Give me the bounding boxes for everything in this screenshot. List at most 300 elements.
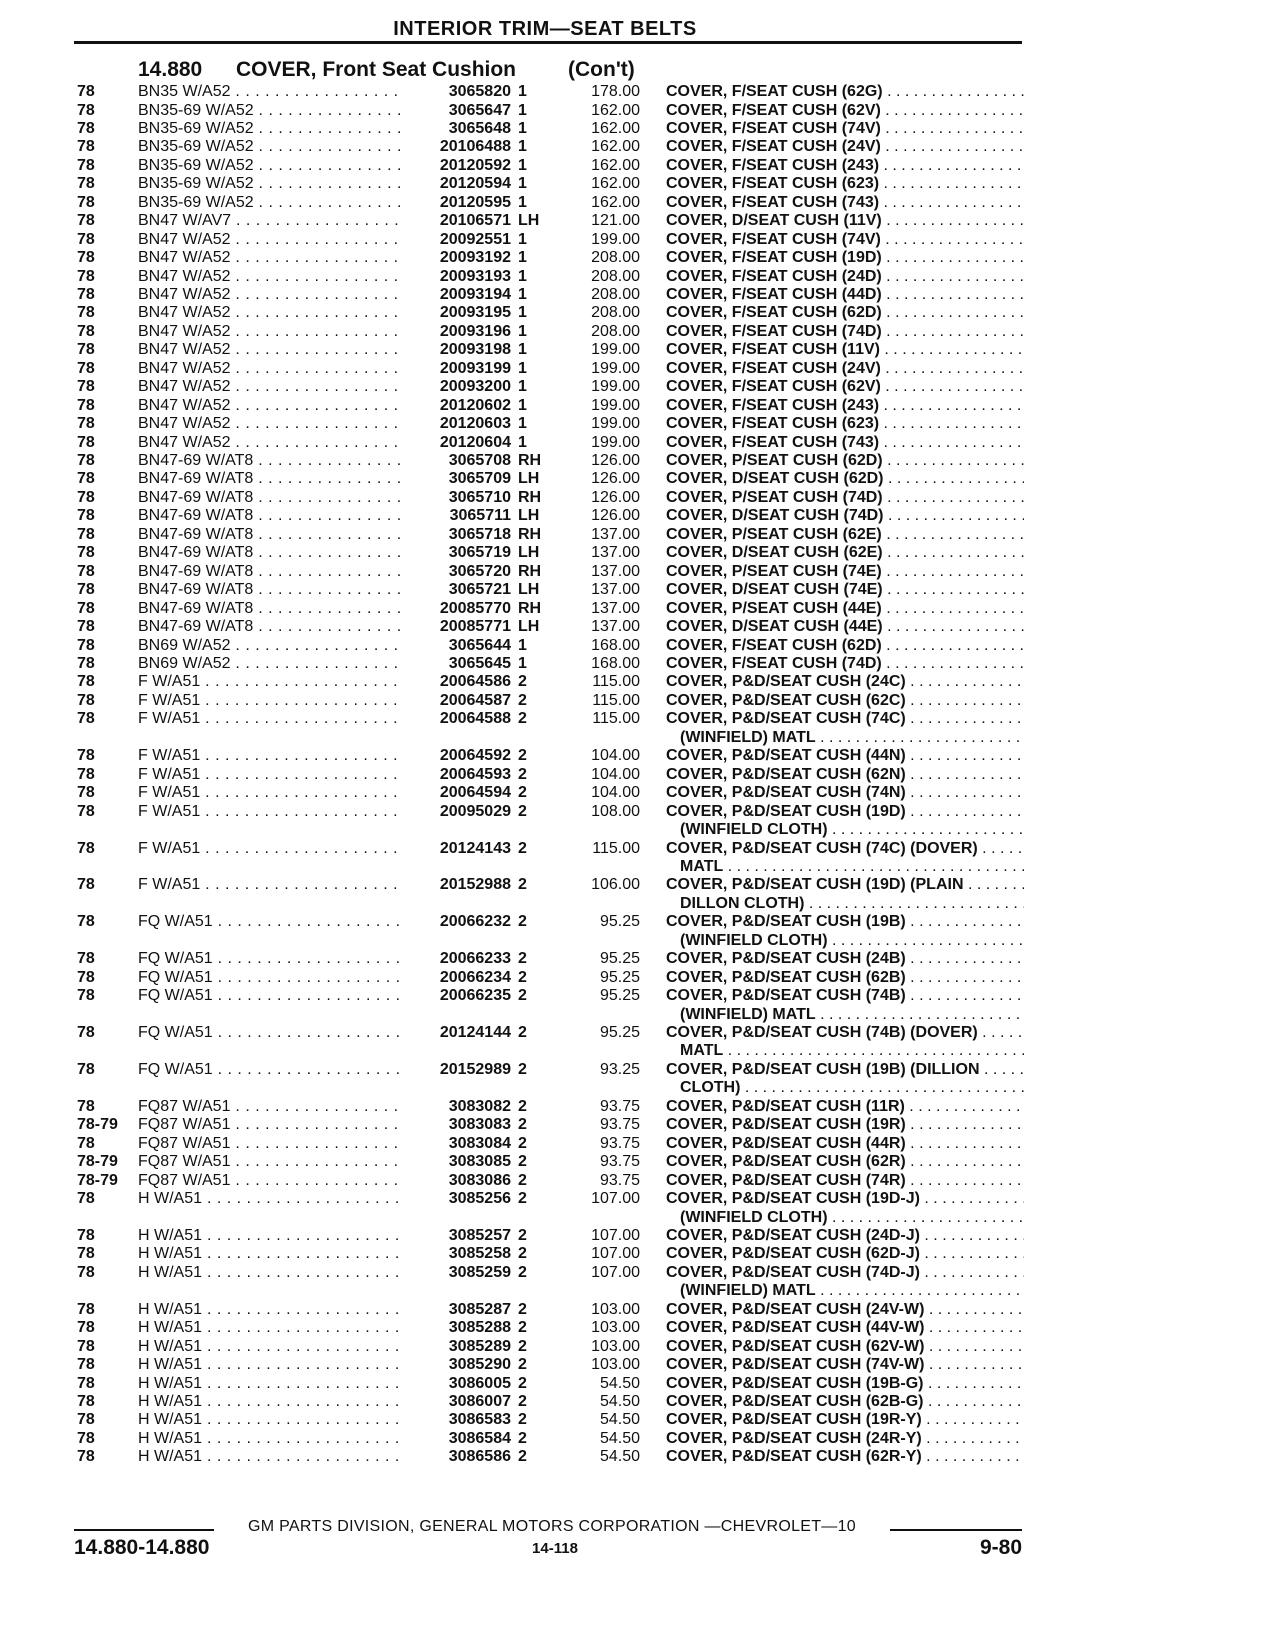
price-cell: 106.00 — [591, 876, 640, 894]
price-cell: 95.25 — [599, 987, 640, 1005]
description-continuation: (WINFIELD CLOTH) . . . — [680, 932, 1024, 951]
table-row — [0, 1135, 1280, 1154]
price-cell: 104.00 — [591, 747, 640, 765]
year-cell: 78 — [77, 267, 95, 285]
description-cell: COVER, P&D/SEAT CUSH (74V-W) . . . — [666, 1356, 1024, 1375]
price-cell: 115.00 — [592, 691, 640, 709]
quantity-cell: 2 — [518, 1319, 527, 1337]
quantity-cell: 2 — [518, 710, 527, 728]
quantity-cell: 2 — [518, 839, 527, 857]
description-continuation: (WINFIELD) MATL . . . — [680, 1282, 1024, 1301]
year-cell: 78 — [77, 1190, 95, 1207]
quantity-cell: 2 — [518, 1448, 527, 1466]
part-number-cell: 20066235 — [404, 987, 511, 1006]
quantity-cell: 2 — [518, 1116, 527, 1134]
year-cell: 78 — [77, 1060, 95, 1078]
model-cell: BN69 W/A52 . . . — [138, 655, 403, 674]
quantity-cell: 2 — [518, 1411, 527, 1429]
model-cell: BN47 W/A52 . . . — [138, 231, 403, 250]
year-cell: 78 — [77, 470, 95, 488]
price-cell: 199.00 — [591, 359, 640, 377]
model-cell: BN47-69 W/AT8 . . . — [138, 544, 403, 563]
price-cell: 54.50 — [599, 1411, 640, 1429]
part-number-cell: 20120594 — [404, 175, 511, 194]
part-number-cell: 20066234 — [404, 969, 511, 988]
year-cell: 78 — [77, 359, 95, 377]
quantity-cell: 1 — [518, 230, 527, 248]
table-row — [0, 1375, 1280, 1394]
table-row — [0, 268, 1280, 287]
quantity-cell: 2 — [518, 673, 527, 691]
price-cell: 108.00 — [591, 802, 640, 820]
quantity-cell: LH — [518, 470, 540, 488]
year-cell: 78 — [77, 525, 95, 543]
year-cell: 78 — [77, 488, 95, 506]
quantity-cell: 1 — [518, 119, 527, 137]
year-cell: 78 — [77, 341, 95, 359]
year-cell: 78 — [77, 747, 95, 765]
table-row — [0, 120, 1280, 139]
quantity-cell: RH — [518, 452, 542, 469]
price-cell: 95.25 — [599, 1024, 640, 1041]
footer-range: 14.880-14.880 — [74, 1536, 210, 1559]
part-number-cell: 20085770 — [404, 600, 511, 619]
table-row — [0, 655, 1280, 674]
price-cell: 208.00 — [591, 267, 640, 285]
year-cell: 78 — [77, 710, 95, 728]
model-cell: F W/A51 . . . — [138, 876, 403, 895]
description-cell: COVER, P&D/SEAT CUSH (62B-G) . . . — [666, 1393, 1024, 1412]
price-cell: 199.00 — [591, 230, 640, 248]
description-cell: COVER, F/SEAT CUSH (62D) . . . — [666, 304, 1024, 323]
part-number-cell: 3085258 — [404, 1245, 511, 1264]
model-cell: BN35-69 W/A52 . . . — [138, 138, 403, 157]
year-cell: 78 — [77, 175, 95, 193]
table-row — [0, 876, 1280, 895]
table-row — [0, 637, 1280, 656]
year-cell: 78 — [77, 119, 95, 137]
quantity-cell: 1 — [518, 285, 527, 303]
part-number-cell: 20120604 — [404, 434, 511, 453]
part-number-cell: 3085290 — [404, 1356, 511, 1375]
table-row — [0, 323, 1280, 342]
quantity-cell: 1 — [518, 304, 527, 322]
price-cell: 126.00 — [591, 488, 640, 506]
quantity-cell: 2 — [518, 1337, 527, 1355]
year-cell: 78 — [77, 673, 95, 691]
description-cell: COVER, P&D/SEAT CUSH (62D-J) . . . — [666, 1245, 1024, 1264]
model-cell: F W/A51 . . . — [138, 747, 403, 766]
description-cell: COVER, D/SEAT CUSH (11V) . . . — [666, 212, 1024, 231]
table-row — [0, 692, 1280, 711]
model-cell: BN47 W/A52 . . . — [138, 286, 403, 305]
price-cell: 93.75 — [599, 1097, 640, 1115]
price-cell: 162.00 — [591, 175, 640, 193]
quantity-cell: 2 — [518, 968, 527, 986]
price-cell: 93.75 — [599, 1116, 640, 1134]
part-number-cell: 20066232 — [404, 913, 511, 932]
year-cell: 78 — [77, 1300, 95, 1318]
table-row — [0, 913, 1280, 932]
description-cell: COVER, P&D/SEAT CUSH (74B) . . . — [666, 987, 1024, 1006]
description-cell: COVER, P&D/SEAT CUSH (74C) . . . — [666, 710, 1024, 729]
part-number-cell: 20095029 — [404, 803, 511, 822]
quantity-cell: 2 — [518, 1190, 527, 1207]
quantity-cell: 2 — [518, 1393, 527, 1410]
table-row — [0, 1024, 1280, 1043]
model-cell: BN47 W/A52 . . . — [138, 360, 403, 379]
description-cell: COVER, P&D/SEAT CUSH (24D-J) . . . — [666, 1227, 1024, 1246]
year-cell: 78 — [77, 1356, 95, 1374]
year-cell: 78 — [77, 618, 95, 636]
model-cell: H W/A51 . . . — [138, 1393, 403, 1412]
year-cell: 78 — [77, 249, 95, 266]
quantity-cell: 2 — [518, 1060, 527, 1078]
quantity-cell: 2 — [518, 1024, 527, 1041]
price-cell: 54.50 — [599, 1374, 640, 1392]
description-cell: COVER, P&D/SEAT CUSH (62R) . . . — [666, 1153, 1024, 1172]
quantity-cell: 1 — [518, 322, 527, 340]
year-cell: 78 — [77, 581, 95, 599]
model-cell: BN69 W/A52 . . . — [138, 637, 403, 656]
price-cell: 168.00 — [591, 655, 640, 672]
model-cell: H W/A51 . . . — [138, 1227, 403, 1246]
year-cell: 78 — [77, 784, 95, 802]
description-cell: COVER, P&D/SEAT CUSH (44R) . . . — [666, 1135, 1024, 1154]
quantity-cell: 2 — [518, 1374, 527, 1392]
price-cell: 208.00 — [591, 285, 640, 303]
table-row — [0, 1356, 1280, 1375]
table-row — [0, 175, 1280, 194]
description-continuation: (WINFIELD CLOTH) . . . — [680, 1209, 1024, 1228]
year-cell: 78 — [77, 636, 95, 654]
price-cell: 126.00 — [591, 507, 640, 525]
model-cell: FQ87 W/A51 . . . — [138, 1098, 403, 1117]
model-cell: BN47 W/A52 . . . — [138, 304, 403, 323]
year-cell: 78 — [77, 599, 95, 617]
part-number-cell: 20120603 — [404, 415, 511, 434]
year-cell: 78 — [77, 765, 95, 783]
table-row — [0, 397, 1280, 416]
table-row — [0, 507, 1280, 526]
quantity-cell: 1 — [518, 267, 527, 285]
price-cell: 103.00 — [591, 1300, 640, 1318]
model-cell: FQ87 W/A51 . . . — [138, 1135, 403, 1154]
part-number-cell: 3085257 — [404, 1227, 511, 1246]
part-number-cell: 3065710 — [404, 489, 511, 508]
description-cell: COVER, P&D/SEAT CUSH (19B-G) . . . — [666, 1375, 1024, 1394]
year-cell: 78 — [77, 1319, 95, 1337]
model-cell: FQ W/A51 . . . — [138, 987, 403, 1006]
table-row — [0, 341, 1280, 360]
part-number-cell: 3085259 — [404, 1264, 511, 1283]
year-cell: 78 — [77, 193, 95, 211]
quantity-cell: RH — [518, 562, 542, 580]
year-cell: 78 — [77, 1024, 95, 1041]
quantity-cell: 2 — [518, 1226, 527, 1244]
table-row — [0, 1190, 1280, 1209]
table-row — [0, 526, 1280, 545]
description-cell: COVER, F/SEAT CUSH (74D) . . . — [666, 655, 1024, 674]
description-cell: COVER, P&D/SEAT CUSH (74D-J) . . . — [666, 1264, 1024, 1283]
part-number-cell: 20106488 — [404, 138, 511, 157]
model-cell: BN35-69 W/A52 . . . — [138, 120, 403, 139]
model-cell: H W/A51 . . . — [138, 1264, 403, 1283]
quantity-cell: 1 — [518, 636, 527, 654]
part-number-cell: 20093199 — [404, 360, 511, 379]
quantity-cell: 1 — [518, 175, 527, 193]
description-cell: COVER, F/SEAT CUSH (19D) . . . — [666, 249, 1024, 268]
part-number-cell: 20093196 — [404, 323, 511, 342]
table-row — [0, 600, 1280, 619]
table-row — [0, 1116, 1280, 1135]
table-row — [0, 544, 1280, 563]
part-number-cell: 20064593 — [404, 766, 511, 785]
price-cell: 199.00 — [591, 341, 640, 359]
year-cell: 78 — [77, 950, 95, 968]
year-cell: 78 — [77, 913, 95, 931]
part-number-cell: 3085287 — [404, 1301, 511, 1320]
description-cell: COVER, F/SEAT CUSH (62V) . . . — [666, 378, 1024, 397]
quantity-cell: 1 — [518, 341, 527, 359]
description-cell: COVER, P&D/SEAT CUSH (74N) . . . — [666, 784, 1024, 803]
model-cell: F W/A51 . . . — [138, 710, 403, 729]
description-cell: COVER, F/SEAT CUSH (74V) . . . — [666, 231, 1024, 250]
description-cell: COVER, D/SEAT CUSH (74D) . . . — [666, 507, 1024, 526]
description-cell: COVER, F/SEAT CUSH (24V) . . . — [666, 360, 1024, 379]
price-cell: 137.00 — [591, 581, 640, 599]
part-number-cell: 20093192 — [404, 249, 511, 268]
description-cell: COVER, P&D/SEAT CUSH (44N) . . . — [666, 747, 1024, 766]
quantity-cell: 1 — [518, 101, 527, 119]
part-number-cell: 3083086 — [404, 1172, 511, 1191]
description-cell: COVER, P&D/SEAT CUSH (19D-J) . . . — [666, 1190, 1024, 1209]
description-cell: COVER, P&D/SEAT CUSH (19B) . . . — [666, 913, 1024, 932]
part-number-cell: 3065719 — [404, 544, 511, 563]
price-cell: 208.00 — [591, 304, 640, 322]
table-row — [0, 378, 1280, 397]
price-cell: 103.00 — [591, 1319, 640, 1337]
part-number-cell: 3086583 — [404, 1411, 511, 1430]
year-cell: 78 — [77, 802, 95, 820]
price-cell: 178.00 — [591, 83, 640, 100]
description-cell: COVER, P&D/SEAT CUSH (62V-W) . . . — [666, 1338, 1024, 1357]
description-cell: COVER, F/SEAT CUSH (243) . . . — [666, 397, 1024, 416]
table-row — [0, 950, 1280, 969]
model-cell: FQ87 W/A51 . . . — [138, 1153, 403, 1172]
description-cell: COVER, P&D/SEAT CUSH (11R) . . . — [666, 1098, 1024, 1117]
year-cell: 78 — [77, 138, 95, 156]
table-row — [0, 840, 1280, 859]
quantity-cell: 2 — [518, 913, 527, 931]
quantity-cell: 2 — [518, 1263, 527, 1281]
description-cell: COVER, F/SEAT CUSH (24V) . . . — [666, 138, 1024, 157]
section-continued: (Con't) — [568, 58, 635, 81]
year-cell: 78-79 — [77, 1116, 118, 1134]
year-cell: 78 — [77, 839, 95, 857]
year-cell: 78 — [77, 83, 95, 100]
model-cell: BN47 W/AV7 . . . — [138, 212, 403, 231]
year-cell: 78 — [77, 987, 95, 1005]
description-cell: COVER, P/SEAT CUSH (74E) . . . — [666, 563, 1024, 582]
description-cell: COVER, P&D/SEAT CUSH (62R-Y) . . . — [666, 1448, 1024, 1467]
part-number-cell: 3065721 — [404, 581, 511, 600]
footer-date: 9-80 — [979, 1536, 1022, 1559]
model-cell: BN47 W/A52 . . . — [138, 268, 403, 287]
table-row — [0, 489, 1280, 508]
table-row — [0, 1245, 1280, 1264]
price-cell: 104.00 — [591, 784, 640, 802]
table-row — [0, 452, 1280, 471]
year-cell: 78 — [77, 1134, 95, 1152]
part-number-cell: 20120602 — [404, 397, 511, 416]
description-cell: COVER, P&D/SEAT CUSH (44V-W) . . . — [666, 1319, 1024, 1338]
part-number-cell: 3065820 — [404, 83, 511, 102]
price-cell: 168.00 — [591, 636, 640, 654]
price-cell: 162.00 — [591, 156, 640, 174]
part-number-cell: 20093193 — [404, 268, 511, 287]
quantity-cell: 2 — [518, 1356, 527, 1374]
price-cell: 107.00 — [591, 1245, 640, 1263]
price-cell: 199.00 — [591, 396, 640, 414]
part-number-cell: 3065711 — [404, 507, 511, 526]
part-number-cell: 20124143 — [404, 840, 511, 859]
table-row — [0, 286, 1280, 305]
description-cell: COVER, P&D/SEAT CUSH (19R-Y) . . . — [666, 1411, 1024, 1430]
price-cell: 208.00 — [591, 249, 640, 266]
quantity-cell: 2 — [518, 784, 527, 802]
table-row — [0, 1264, 1280, 1283]
model-cell: BN47-69 W/AT8 . . . — [138, 563, 403, 582]
part-number-cell: 20064587 — [404, 692, 511, 711]
year-cell: 78 — [77, 1245, 95, 1263]
description-cell: COVER, P&D/SEAT CUSH (19R) . . . — [666, 1116, 1024, 1135]
model-cell: F W/A51 . . . — [138, 766, 403, 785]
year-cell: 78 — [77, 655, 95, 672]
quantity-cell: RH — [518, 488, 542, 506]
part-number-cell: 3085288 — [404, 1319, 511, 1338]
description-cell: COVER, D/SEAT CUSH (44E) . . . — [666, 618, 1024, 637]
part-number-cell: 20120592 — [404, 157, 511, 176]
description-continuation: DILLON CLOTH) . . . — [680, 895, 1024, 914]
table-row — [0, 1430, 1280, 1449]
price-cell: 93.25 — [599, 1060, 640, 1078]
part-number-cell: 3065648 — [404, 120, 511, 139]
part-number-cell: 20093200 — [404, 378, 511, 397]
year-cell: 78 — [77, 876, 95, 894]
model-cell: BN47 W/A52 . . . — [138, 341, 403, 360]
price-cell: 199.00 — [591, 378, 640, 396]
table-row — [0, 231, 1280, 250]
price-cell: 162.00 — [591, 101, 640, 119]
part-number-cell: 3085256 — [404, 1190, 511, 1209]
model-cell: FQ W/A51 . . . — [138, 913, 403, 932]
description-continuation: CLOTH) . . . — [680, 1079, 1024, 1098]
quantity-cell: LH — [518, 544, 540, 562]
description-continuation: (WINFIELD CLOTH) . . . — [680, 821, 1024, 840]
part-number-cell: 20064588 — [404, 710, 511, 729]
table-row — [0, 1411, 1280, 1430]
description-cell: COVER, F/SEAT CUSH (74V) . . . — [666, 120, 1024, 139]
price-cell: 54.50 — [599, 1393, 640, 1410]
part-number-cell: 20064594 — [404, 784, 511, 803]
quantity-cell: 2 — [518, 765, 527, 783]
model-cell: BN47-69 W/AT8 . . . — [138, 452, 403, 471]
description-cell: COVER, F/SEAT CUSH (743) . . . — [666, 434, 1024, 453]
price-cell: 137.00 — [591, 599, 640, 617]
year-cell: 78 — [77, 562, 95, 580]
price-cell: 115.00 — [592, 839, 640, 857]
part-number-cell: 3065644 — [404, 637, 511, 656]
description-cell: COVER, F/SEAT CUSH (743) . . . — [666, 194, 1024, 213]
price-cell: 107.00 — [591, 1226, 640, 1244]
quantity-cell: 2 — [518, 691, 527, 709]
year-cell: 78 — [77, 1429, 95, 1447]
quantity-cell: 2 — [518, 747, 527, 765]
price-cell: 54.50 — [599, 1429, 640, 1447]
description-cell: COVER, F/SEAT CUSH (623) . . . — [666, 415, 1024, 434]
year-cell: 78 — [77, 378, 95, 396]
price-cell: 162.00 — [591, 138, 640, 156]
year-cell: 78 — [77, 396, 95, 414]
description-cell: COVER, P&D/SEAT CUSH (19D) . . . — [666, 803, 1024, 822]
model-cell: BN47-69 W/AT8 . . . — [138, 507, 403, 526]
year-cell: 78-79 — [77, 1171, 118, 1189]
year-cell: 78 — [77, 452, 95, 469]
year-cell: 78 — [77, 285, 95, 303]
description-cell: COVER, P/SEAT CUSH (62E) . . . — [666, 526, 1024, 545]
model-cell: H W/A51 . . . — [138, 1411, 403, 1430]
year-cell: 78 — [77, 1393, 95, 1410]
table-row — [0, 1061, 1280, 1080]
quantity-cell: 1 — [518, 359, 527, 377]
price-cell: 107.00 — [591, 1190, 640, 1207]
quantity-cell: LH — [518, 507, 540, 525]
model-cell: H W/A51 . . . — [138, 1448, 403, 1467]
year-cell: 78 — [77, 322, 95, 340]
year-cell: 78 — [77, 1097, 95, 1115]
section-title: COVER, Front Seat Cushion — [236, 58, 517, 81]
year-cell: 78 — [77, 433, 95, 451]
table-row — [0, 969, 1280, 988]
price-cell: 137.00 — [591, 618, 640, 636]
description-cell: COVER, F/SEAT CUSH (243) . . . — [666, 157, 1024, 176]
model-cell: FQ W/A51 . . . — [138, 1061, 403, 1080]
quantity-cell: 2 — [518, 1245, 527, 1263]
price-cell: 199.00 — [591, 433, 640, 451]
quantity-cell: 1 — [518, 83, 527, 100]
table-row — [0, 618, 1280, 637]
part-number-cell: 20152988 — [404, 876, 511, 895]
part-number-cell: 20120595 — [404, 194, 511, 213]
table-row — [0, 434, 1280, 453]
model-cell: FQ87 W/A51 . . . — [138, 1116, 403, 1135]
footer-publisher: GM PARTS DIVISION, GENERAL MOTORS CORPORATION —CHEVROLET—10 — [247, 1518, 857, 1535]
model-cell: BN35-69 W/A52 . . . — [138, 157, 403, 176]
description-cell: COVER, P&D/SEAT CUSH (19D) (PLAIN . . . — [666, 876, 1024, 895]
table-row — [0, 1448, 1280, 1467]
model-cell: BN47 W/A52 . . . — [138, 415, 403, 434]
model-cell: BN47-69 W/AT8 . . . — [138, 600, 403, 619]
model-cell: BN47-69 W/AT8 . . . — [138, 526, 403, 545]
description-cell: COVER, F/SEAT CUSH (24D) . . . — [666, 268, 1024, 287]
quantity-cell: 2 — [518, 1429, 527, 1447]
part-number-cell: 20064586 — [404, 673, 511, 692]
year-cell: 78 — [77, 156, 95, 174]
quantity-cell: 2 — [518, 1134, 527, 1152]
part-number-cell: 3086005 — [404, 1375, 511, 1394]
price-cell: 93.75 — [599, 1153, 640, 1171]
